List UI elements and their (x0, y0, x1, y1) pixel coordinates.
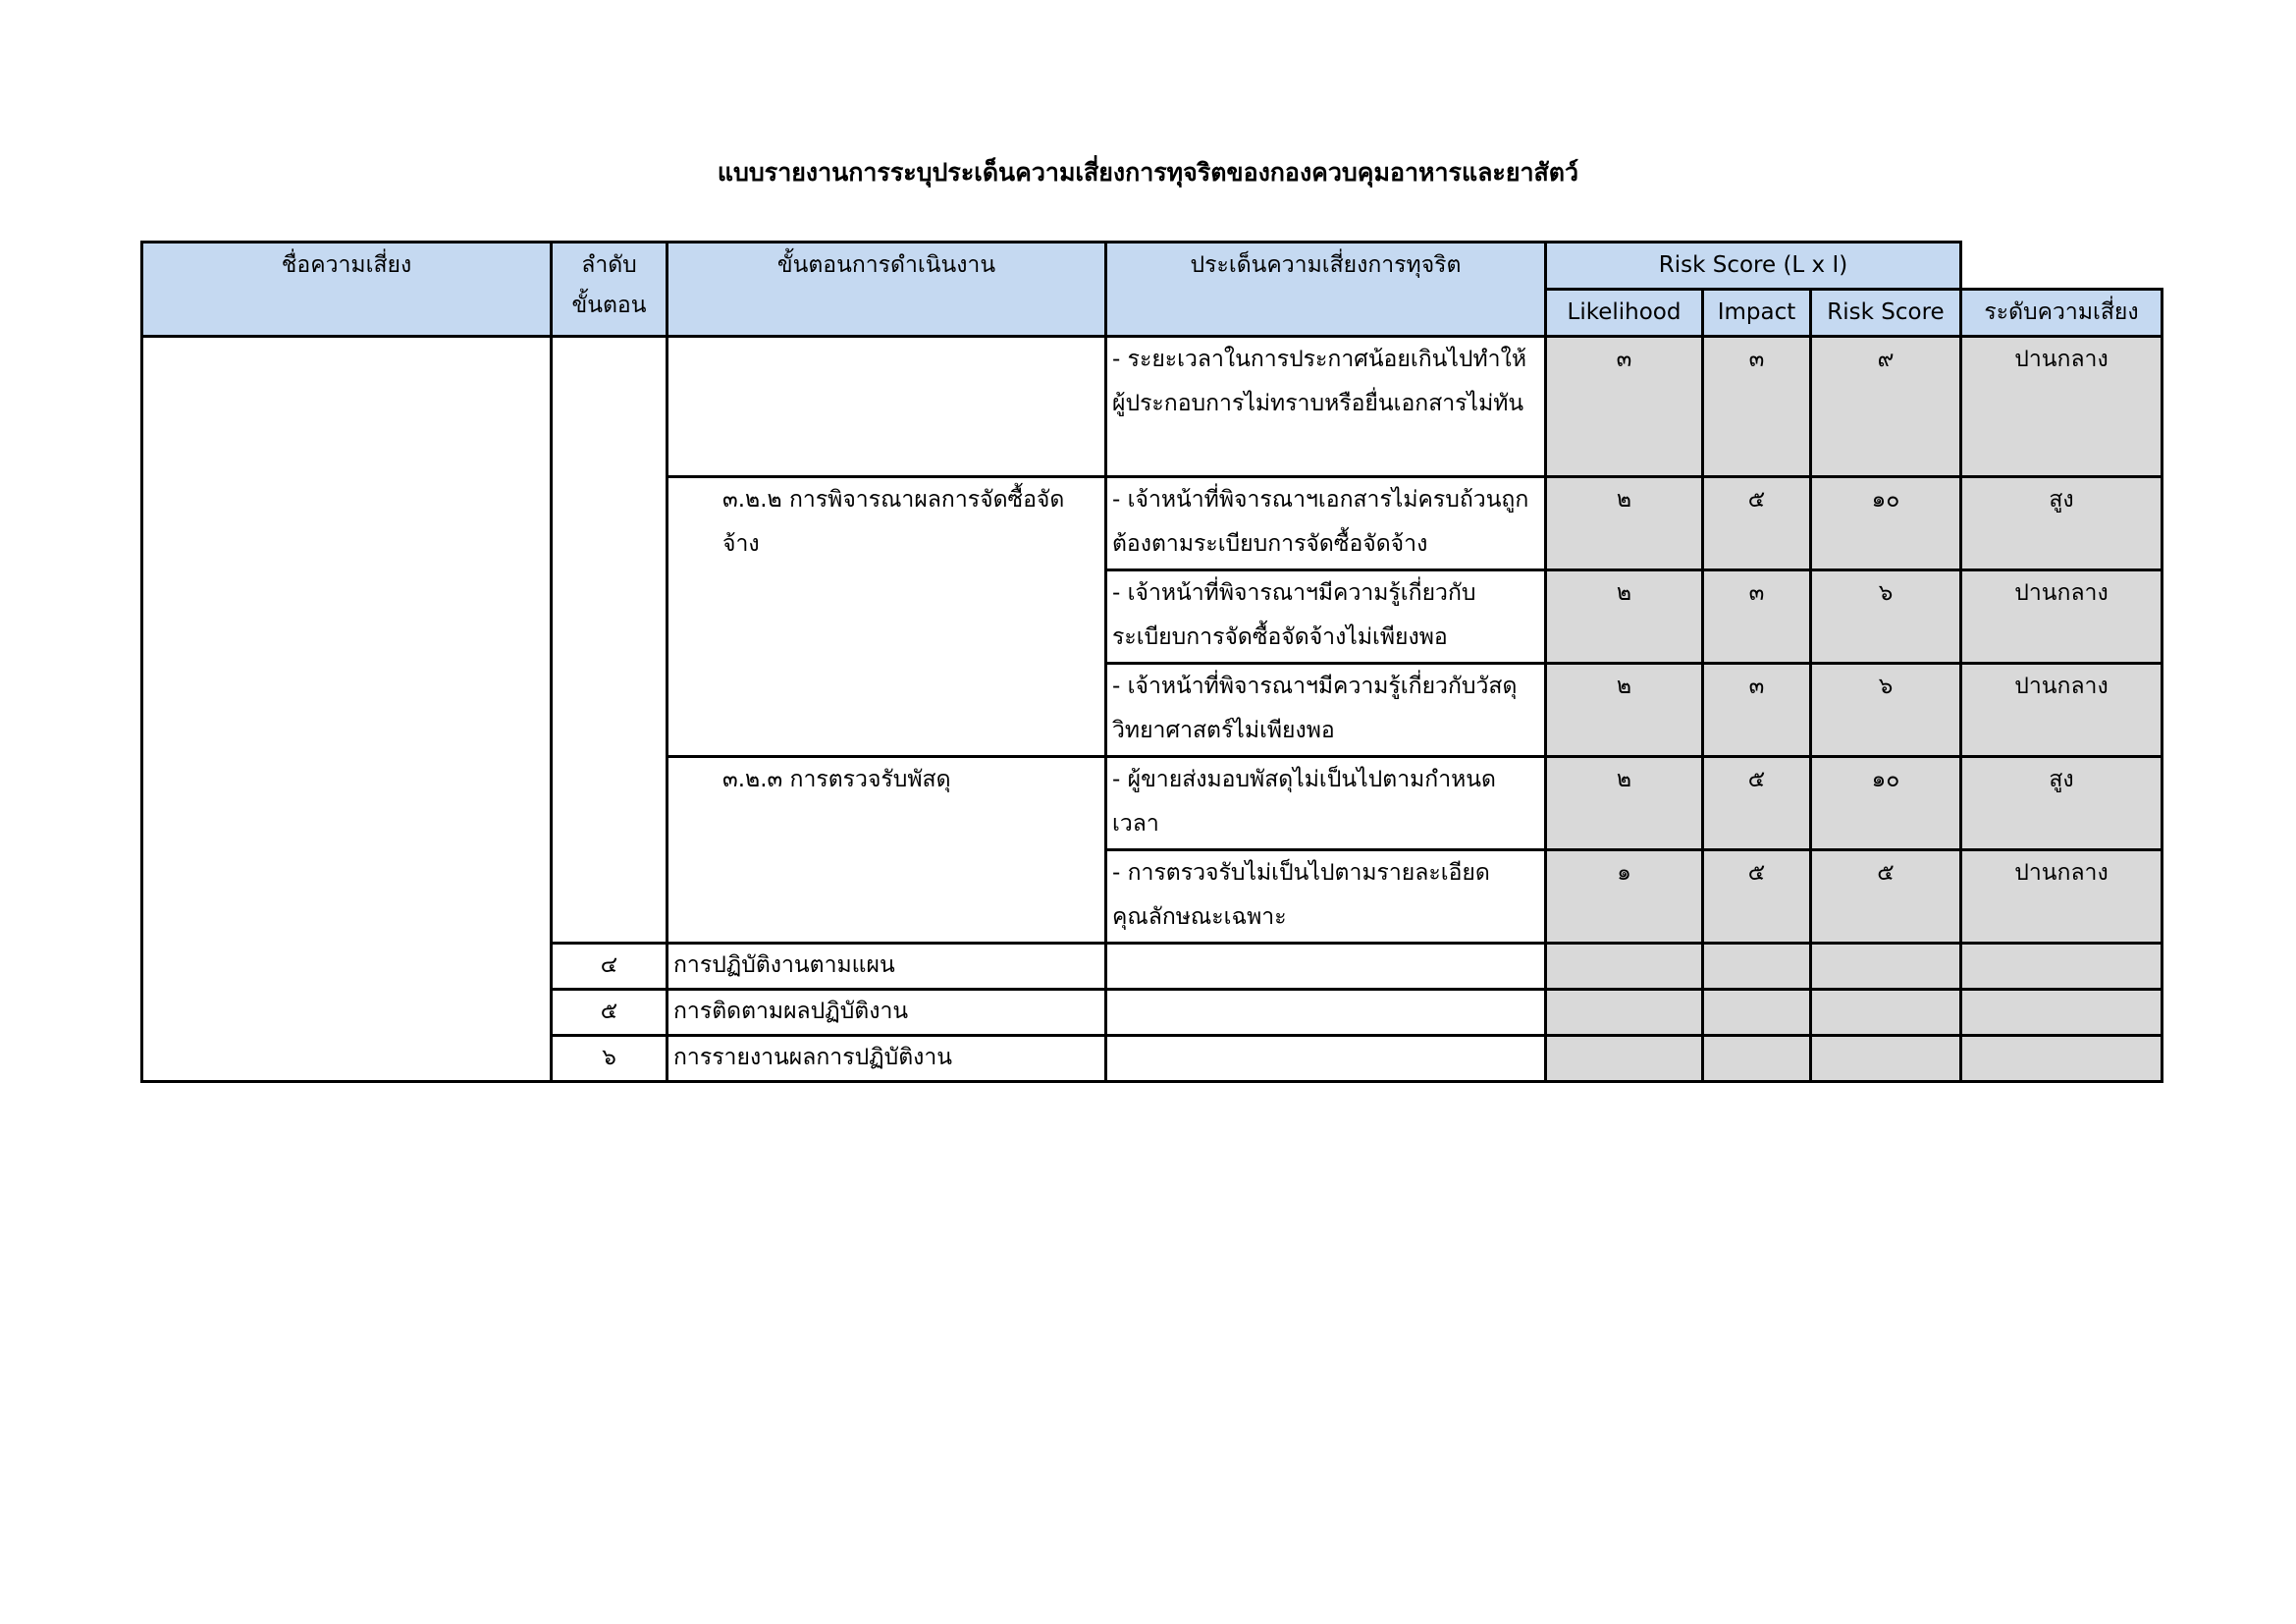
header-risk-score-group: Risk Score (L x I) (1546, 243, 1961, 290)
procedure-cell: การรายงานผลการปฏิบัติงาน (667, 1036, 1106, 1082)
step-order-cell: ๔ (552, 944, 667, 990)
header-step-order-line1: ลำดับ (581, 252, 637, 278)
procedure-cell: การปฏิบัติงานตามแผน (667, 944, 1106, 990)
level-cell (1961, 990, 2163, 1036)
header-likelihood: Likelihood (1546, 290, 1703, 337)
procedure-cell: ๓.๒.๒ การพิจารณาผลการจัดซื้อจัดจ้าง (667, 477, 1106, 757)
likelihood-cell: ๒ (1546, 570, 1703, 664)
procedure-cell: การติดตามผลปฏิบัติงาน (667, 990, 1106, 1036)
likelihood-cell (1546, 1036, 1703, 1082)
header-corruption-issue: ประเด็นความเสี่ยงการทุจริต (1106, 243, 1546, 337)
score-cell (1811, 990, 1961, 1036)
issue-cell: - การตรวจรับไม่เป็นไปตามรายละเอียดคุณลักษณะเฉพาะ (1106, 850, 1546, 944)
level-cell (1961, 944, 2163, 990)
header-risk-level: ระดับความเสี่ยง (1961, 290, 2163, 337)
step-order-cell (552, 337, 667, 944)
header-blank (1961, 243, 2163, 290)
issue-cell: - เจ้าหน้าที่พิจารณาฯเอกสารไม่ครบถ้วนถูกต้องตามระเบียบการจัดซื้อจัดจ้าง (1106, 477, 1546, 570)
level-cell (1961, 1036, 2163, 1082)
issue-cell: - ระยะเวลาในการประกาศน้อยเกินไปทำให้ผู้ประกอบการไม่ทราบหรือยื่นเอกสารไม่ทัน (1106, 337, 1546, 477)
score-cell: ๑๐ (1811, 477, 1961, 570)
likelihood-cell (1546, 990, 1703, 1036)
step-order-cell: ๕ (552, 990, 667, 1036)
header-procedure: ขั้นตอนการดำเนินงาน (667, 243, 1106, 337)
header-risk-score: Risk Score (1811, 290, 1961, 337)
step-order-cell: ๖ (552, 1036, 667, 1082)
issue-cell (1106, 1036, 1546, 1082)
risk-table (140, 241, 2163, 1083)
table-row (142, 337, 2163, 477)
score-cell: ๖ (1811, 570, 1961, 664)
impact-cell: ๕ (1703, 477, 1811, 570)
header-impact: Impact (1703, 290, 1811, 337)
issue-cell: - ผู้ขายส่งมอบพัสดุไม่เป็นไปตามกำหนดเวลา (1106, 757, 1546, 850)
impact-cell: ๕ (1703, 850, 1811, 944)
likelihood-cell: ๒ (1546, 664, 1703, 757)
score-cell (1811, 944, 1961, 990)
issue-cell (1106, 944, 1546, 990)
score-cell: ๙ (1811, 337, 1961, 477)
likelihood-cell: ๓ (1546, 337, 1703, 477)
score-cell: ๑๐ (1811, 757, 1961, 850)
level-cell: ปานกลาง (1961, 664, 2163, 757)
issue-cell (1106, 990, 1546, 1036)
likelihood-cell (1546, 944, 1703, 990)
impact-cell (1703, 990, 1811, 1036)
impact-cell (1703, 944, 1811, 990)
level-cell: สูง (1961, 757, 2163, 850)
level-cell: ปานกลาง (1961, 850, 2163, 944)
impact-cell: ๓ (1703, 664, 1811, 757)
score-cell: ๕ (1811, 850, 1961, 944)
procedure-cell (667, 337, 1106, 477)
procedure-cell: ๓.๒.๓ การตรวจรับพัสดุ (667, 757, 1106, 944)
likelihood-cell: ๒ (1546, 757, 1703, 850)
likelihood-cell: ๒ (1546, 477, 1703, 570)
risk-name-cell (142, 337, 552, 1082)
likelihood-cell: ๑ (1546, 850, 1703, 944)
impact-cell: ๓ (1703, 337, 1811, 477)
impact-cell (1703, 1036, 1811, 1082)
impact-cell: ๕ (1703, 757, 1811, 850)
score-cell (1811, 1036, 1961, 1082)
level-cell: ปานกลาง (1961, 570, 2163, 664)
impact-cell: ๓ (1703, 570, 1811, 664)
header-step-order-line2: ขั้นตอน (571, 293, 647, 318)
issue-cell: - เจ้าหน้าที่พิจารณาฯมีความรู้เกี่ยวกับวัสดุวิทยาศาสตร์ไม่เพียงพอ (1106, 664, 1546, 757)
header-risk-name: ชื่อความเสี่ยง (142, 243, 552, 337)
header-step-order (552, 243, 667, 337)
score-cell: ๖ (1811, 664, 1961, 757)
issue-cell: - เจ้าหน้าที่พิจารณาฯมีความรู้เกี่ยวกับระเบียบการจัดซื้อจัดจ้างไม่เพียงพอ (1106, 570, 1546, 664)
level-cell: สูง (1961, 477, 2163, 570)
level-cell: ปานกลาง (1961, 337, 2163, 477)
document-title: แบบรายงานการระบุประเด็นความเสี่ยงการทุจริตของกองควบคุมอาหารและยาสัตว์ (717, 158, 1579, 187)
